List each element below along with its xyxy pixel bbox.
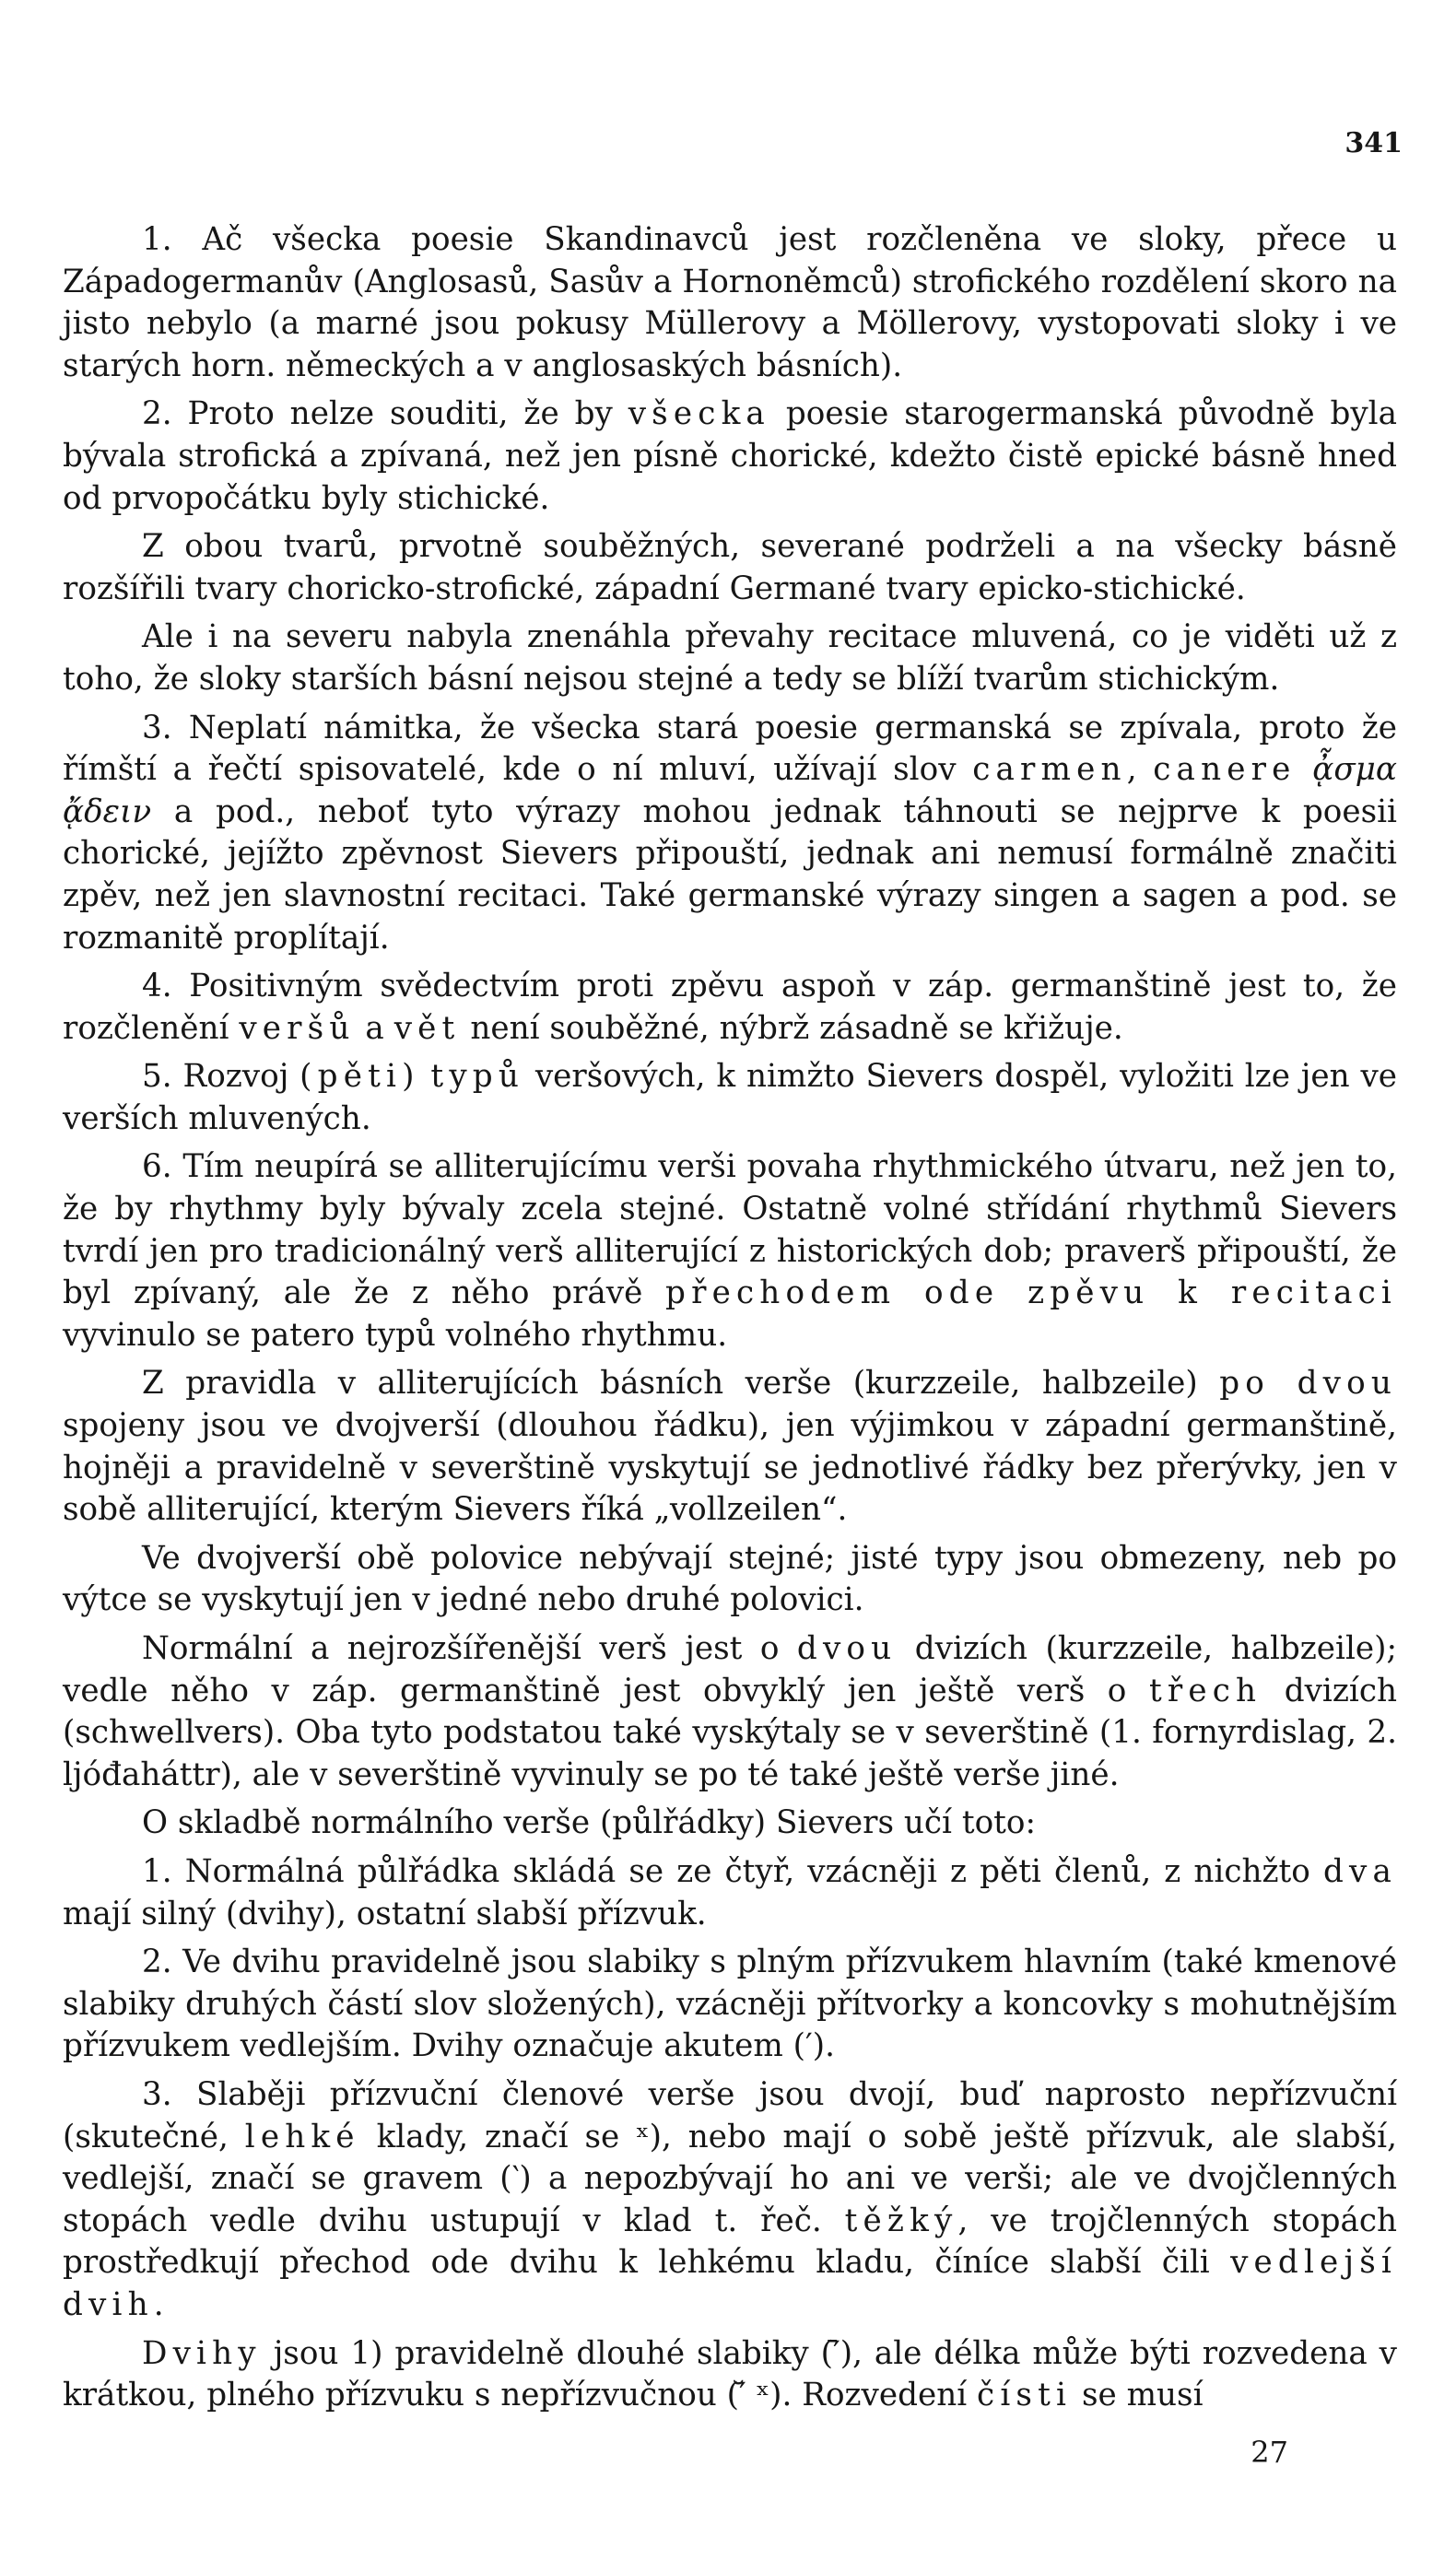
paragraph <box>63 708 1397 960</box>
text-run: veršových, k nimžto Sievers dospěl, vyložiti lze jen ve verších mluvených. <box>63 1058 1398 1137</box>
text-run: 5. Rozvoj <box>142 1058 300 1096</box>
page-number: 341 <box>1344 127 1403 159</box>
paragraph <box>63 1146 1397 1356</box>
paragraph <box>63 1942 1397 2068</box>
emphasized-text: těžký <box>844 2202 958 2239</box>
text-run: 1. Ač všecka poesie Skandinavců jest rozčleněna ve sloky, přece u Západogermanův (Anglosasů, Sasův a Hornoněmců) strofického rozdělení skoro na jisto nebylo (a marné jsou pokusy Müllerovy a Möllerovy, vystopovati sloky i ve starých horn. německých a v anglosaských básních). <box>63 221 1397 384</box>
text-run: Ve dvojverší obě polovice nebývají stejné; jisté typy jsou obmezeny, neb po výtce se vyskytují jen v jedné nebo druhé polovici. <box>63 1539 1397 1619</box>
emphasized-text: dvou <box>796 1630 898 1667</box>
paragraph <box>63 1628 1397 1796</box>
paragraph <box>63 1056 1397 1140</box>
text-run: Z obou tvarů, prvotně souběžných, severané podrželi a na všecky básně rozšířili tvary choricko-strofické, západní Germané tvary epicko-stichické. <box>63 528 1397 607</box>
signature-number: 27 <box>1251 2435 1288 2470</box>
text-run: 3. Slaběji přízvuční členové verše jsou dvojí, buď naprosto nepřízvuční (skutečné, <box>63 2075 1397 2155</box>
text-run: a <box>355 1009 394 1047</box>
emphasized-text: carmen <box>972 751 1127 789</box>
text-run: 2. Proto nelze souditi, že by <box>142 395 628 433</box>
paragraph <box>63 1363 1397 1531</box>
text-run: vyvinulo se patero typů volného rhythmu. <box>63 1316 728 1354</box>
emphasized-text: přechodem ode zpěvu k recitaci <box>665 1274 1398 1312</box>
text-run <box>1297 751 1313 788</box>
text-run: klady, značí se ˣ), nebo mají o sobě ještě přízvuk, ale slabší, vedlejší, značí se gravem (‵) a nepozbývají ho ani ve verši; ale ve dvojčlenných stopách vedle dvihu ustupují v klad t. řeč. <box>63 2118 1397 2239</box>
emphasized-text: čísti <box>977 2377 1073 2414</box>
emphasized-text: vedlejší dvih <box>63 2244 1397 2323</box>
text-run: , <box>1126 751 1154 789</box>
text-run: Normální a nejrozšířenější verš jest o <box>142 1630 797 1667</box>
emphasized-text: po dvou <box>1219 1365 1397 1403</box>
emphasized-text: canere <box>1153 751 1297 789</box>
paragraph <box>63 219 1397 387</box>
text-run: jsou 1) pravidelně dlouhé slabiky (′̄), ale délka může býti rozvedena v krátkou, plného přízvuku s nepřízvučnou (′̆ ˣ). Rozvedení <box>63 2334 1397 2414</box>
text-run: poesie starogermanská původně byla bývala strofická a zpívaná, než jen písně chorické, kdežto čistě epické básně hned od prvopočátku byly stichické. <box>63 395 1397 517</box>
paragraph <box>63 2333 1397 2417</box>
emphasized-text: dva <box>1322 1852 1397 1890</box>
text-run: a pod., neboť tyto výrazy mohou jednak táhnouti se nejprve k poesii chorické, jejížto zpěvnost Sievers připouští, jednak ani nemusí formálně značiti zpěv, než jen slavnostní recitaci. Také germanské výrazy singen a sagen a pod. se rozmanitě proplítají. <box>63 793 1397 957</box>
emphasized-text: lehké <box>244 2118 360 2155</box>
paragraph <box>63 1538 1397 1622</box>
text-run: se musí <box>1072 2377 1204 2414</box>
greek-text: ᾆσμα ᾄδειν <box>63 751 1397 830</box>
text-run: dvizích (kurzzeile, halbzeile); vedle něho v záp. germanštině jest obvyklý jen ještě verš o <box>63 1630 1397 1709</box>
paragraph <box>63 1803 1397 1845</box>
emphasized-text: typů <box>430 1058 525 1096</box>
text-run: 3. Neplatí námitka, že všecka stará poesie germanská se zpívala, proto že římští a řečtí spisovatelé, kde o ní mluví, užívají slov <box>63 709 1397 789</box>
emphasized-text: všecka <box>628 395 770 433</box>
emphasized-text: třech <box>1148 1672 1262 1709</box>
text-run: není souběžné, nýbrž zásadně se křižuje. <box>460 1009 1123 1047</box>
paragraph <box>63 393 1397 520</box>
paragraph <box>63 617 1397 700</box>
paragraph <box>63 1851 1397 1935</box>
text-run: 4. Positivným svědectvím proti zpěvu aspoň v záp. germanštině jest to, že rozčlenění <box>63 968 1397 1047</box>
text-run <box>420 1058 431 1095</box>
emphasized-text: (pěti) <box>299 1058 420 1096</box>
text-run: 1. Normálná půlřádka skládá se ze čtyř, vzácněji z pěti členů, z nichžto <box>142 1852 1323 1890</box>
paragraph <box>63 526 1397 610</box>
emphasized-text: Dvihy <box>142 2334 262 2372</box>
text-run: , ve trojčlenných stopách prostředkují přechod ode dvihu k lehkému kladu, číníce slabší čili <box>63 2202 1398 2282</box>
text-run: Ale i na severu nabyla znenáhla převahy recitace mluvená, co je viděti už z toho, že sloky starších básní nejsou stejné a tedy se blíží tvarům stichickým. <box>63 618 1397 698</box>
text-run: . <box>153 2285 164 2323</box>
text-run: 6. Tím neupírá se alliterujícímu verši povaha rhythmického útvaru, než jen to, že by rhythmy byly bývaly zcela stejné. Ostatně volné střídání rhythmů Sievers tvrdí jen pro tradicionálný verš alliterující z historických dob; praverš připouští, že byl zpívaný, ale že z něho právě <box>63 1148 1397 1312</box>
emphasized-text: vět <box>393 1009 461 1047</box>
text-run: 2. Ve dvihu pravidelně jsou slabiky s plným přízvukem hlavním (také kmenové slabiky druhých částí slov složených), vzácněji přítvorky a koncovky s mohutnějším přízvukem vedlejším. Dvihy označuje akutem (′). <box>63 1943 1397 2065</box>
body-text <box>63 219 1397 2417</box>
paragraph <box>63 2074 1397 2327</box>
text-run: O skladbě normálního verše (půlřádky) Sievers učí toto: <box>142 1804 1037 1842</box>
emphasized-text: veršů <box>239 1009 356 1047</box>
text-run: Z pravidla v alliterujících básních verše (kurzzeile, halbzeile) <box>142 1365 1220 1403</box>
text-run: spojeny jsou ve dvojverší (dlouhou řádku), jen výjimkou v západní germanštině, hojněji a pravidelně v severštině vyskytují se jednotlivé řádky bez přerývky, jen v sobě alliterující, kterým Sievers říká „vollzeilen“. <box>63 1407 1397 1529</box>
text-run: mají silný (dvihy), ostatní slabší přízvuk. <box>63 1895 707 1932</box>
paragraph <box>63 966 1397 1050</box>
text-run: dvizích (schwellvers). Oba tyto podstatou také vyskýtaly se v severštině (1. fornyrdislag, 2. ljóđaháttr), ale v severštině vyvinuly se po té také ještě verše jiné. <box>63 1672 1397 1793</box>
